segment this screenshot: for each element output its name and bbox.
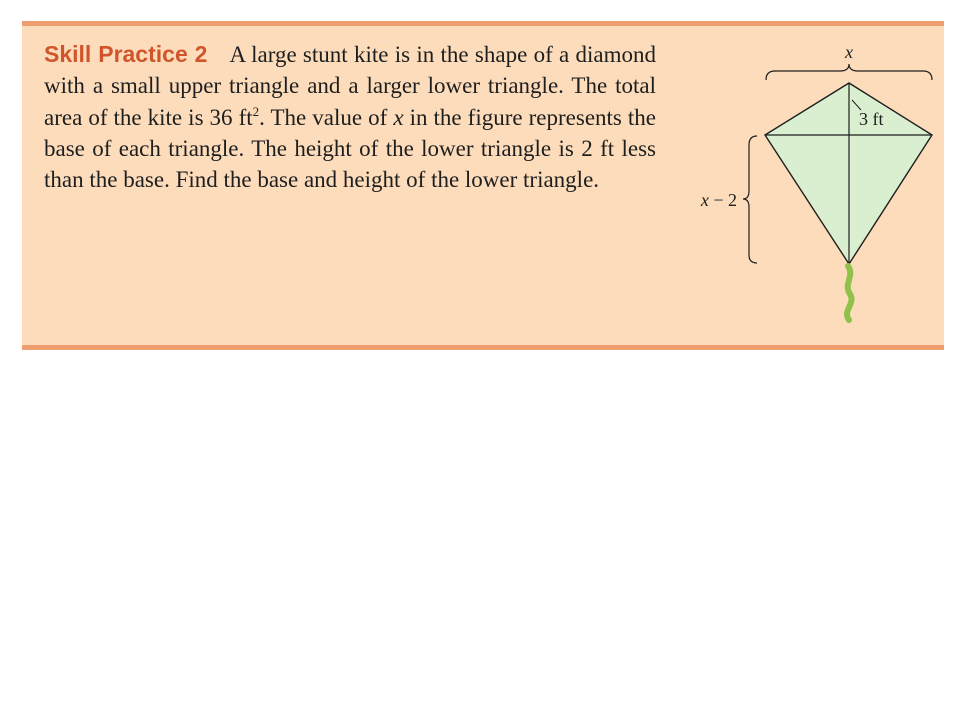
left-brace: [743, 136, 757, 263]
top-brace: [766, 64, 932, 80]
problem-text-part2: . The value of: [259, 104, 394, 130]
problem-variable: x: [393, 104, 404, 130]
upper-height-label: 3 ft: [859, 109, 884, 129]
problem-text-part1: A large stunt kite is in the shape of a diamond with a small upper triangle and a larger lower triangle. The total area of the kite is 36 ft: [44, 42, 656, 130]
kite-tail: [847, 266, 852, 320]
lower-height-rest: − 2: [708, 190, 737, 210]
lower-height-var: x: [700, 190, 709, 210]
area-exponent: 2: [252, 103, 260, 119]
problem-text-part3: in the figure represents the base of each triangle. The height of the lower triangle is 2 ft less than the base. Find the base and height of the lower triangle.: [44, 104, 657, 193]
lower-height-label: [700, 190, 737, 210]
problem-heading: Skill Practice 2: [44, 41, 208, 67]
top-label: x: [845, 42, 853, 62]
